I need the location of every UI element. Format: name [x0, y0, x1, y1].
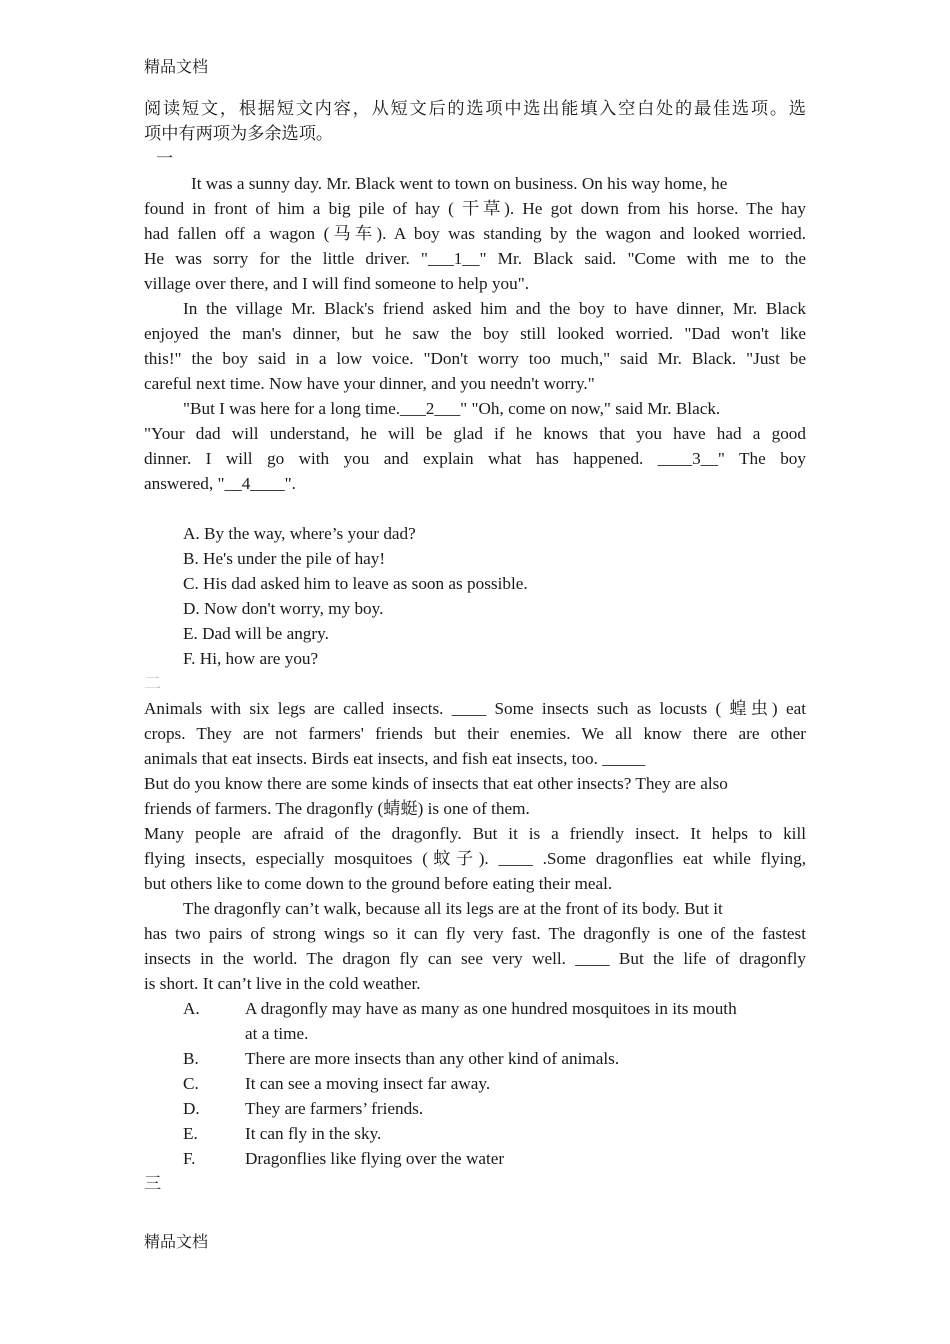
- page-footer: 精品文档: [144, 1234, 209, 1251]
- passage-line: "But I was here for a long time.___2___" "Oh, come on now," said Mr. Black.: [183, 399, 721, 418]
- section-1-label: 一: [156, 149, 174, 168]
- option-b: B. He's under the pile of hay!: [183, 549, 386, 568]
- option-d: [144, 1096, 806, 1121]
- passage-line: friends of farmers. The dragonfly (蜻蜓) is one of them.: [144, 799, 530, 818]
- passage-line: dinner. I will go with you and explain what has happened. ____3__" The boy: [144, 449, 806, 468]
- passage-line: but others like to come down to the ground before eating their meal.: [144, 874, 613, 893]
- option-letter: F.: [183, 1149, 196, 1168]
- passage-line: had fallen off a wagon (马车). A boy was standing by the wagon and looked worried.: [144, 224, 806, 243]
- passage-line: answered, "__4____".: [144, 474, 296, 493]
- passage-line: Many people are afraid of the dragonfly. But it is a friendly insect. It helps to kill: [144, 824, 806, 843]
- passage-line: Animals with six legs are called insects. ____ Some insects such as locusts ( 蝗虫) eat: [144, 699, 806, 718]
- option-c: [144, 1071, 806, 1096]
- passage-line: crops. They are not farmers' friends but their enemies. We all know there are other: [144, 724, 806, 743]
- passage-line: But do you know there are some kinds of insects that eat other insects? They are also: [144, 774, 728, 793]
- passage-line: He was sorry for the little driver. "___1__" Mr. Black said. "Come with me to the: [144, 249, 806, 268]
- option-a: A. By the way, where’s your dad?: [183, 524, 416, 543]
- option-letter-blank: [144, 1021, 245, 1046]
- passage-line: has two pairs of strong wings so it can fly very fast. The dragonfly is one of the fastest: [144, 924, 806, 943]
- passage-line: It was a sunny day. Mr. Black went to town on business. On his way home, he: [191, 174, 728, 193]
- passage-line: enjoyed the man's dinner, but he saw the boy still looked worried. "Dad won't like: [144, 324, 806, 343]
- option-letter: C.: [183, 1074, 199, 1093]
- instruction-line: 阅读短文，根据短文内容，从短文后的选项中选出能填入空白处的最佳选项。选: [144, 99, 806, 118]
- passage-line: is short. It can’t live in the cold weather.: [144, 974, 421, 993]
- option-text: at a time.: [245, 1024, 309, 1043]
- option-f: [144, 1146, 806, 1171]
- option-letter: D.: [183, 1099, 200, 1118]
- option-f: F. Hi, how are you?: [183, 649, 319, 668]
- option-text: Dragonflies like flying over the water: [245, 1149, 505, 1168]
- option-text: They are farmers’ friends.: [245, 1099, 424, 1118]
- option-a: [144, 996, 806, 1021]
- passage-line: animals that eat insects. Birds eat insects, and fish eat insects, too. _____: [144, 749, 646, 768]
- passage-line: flying insects, especially mosquitoes (蚊子). ____ .Some dragonflies eat while flying,: [144, 849, 806, 868]
- option-e: [144, 1121, 806, 1146]
- document-body: [144, 96, 806, 1196]
- option-b: [144, 1046, 806, 1071]
- option-e: E. Dad will be angry.: [183, 624, 329, 643]
- section-2-label: 二: [144, 674, 162, 693]
- passage-line: "Your dad will understand, he will be glad if he knows that you have had a good: [144, 424, 806, 443]
- option-letter: A.: [183, 999, 200, 1018]
- spacer: [144, 496, 806, 521]
- option-letter: B.: [183, 1049, 199, 1068]
- option-text: It can fly in the sky.: [245, 1124, 382, 1143]
- option-text: A dragonfly may have as many as one hundred mosquitoes in its mouth: [245, 999, 737, 1018]
- section-3-label: 三: [144, 1174, 162, 1193]
- passage-line: this!" the boy said in a low voice. "Don't worry too much," said Mr. Black. "Just be: [144, 349, 806, 368]
- option-text: There are more insects than any other kind of animals.: [245, 1049, 620, 1068]
- passage-line: careful next time. Now have your dinner, and you needn't worry.": [144, 374, 595, 393]
- passage-line: The dragonfly can’t walk, because all its legs are at the front of its body. But it: [183, 899, 723, 918]
- option-letter: E.: [183, 1124, 198, 1143]
- passage-line: insects in the world. The dragon fly can see very well. ____ But the life of dragonfly: [144, 949, 806, 968]
- passage-line: found in front of him a big pile of hay ( 干草). He got down from his horse. The hay: [144, 199, 806, 218]
- option-a-continued: [144, 1021, 806, 1046]
- option-d: D. Now don't worry, my boy.: [183, 599, 384, 618]
- option-c: C. His dad asked him to leave as soon as possible.: [183, 574, 528, 593]
- option-text: It can see a moving insect far away.: [245, 1074, 491, 1093]
- page-header: 精品文档: [144, 59, 209, 76]
- instruction-line: 项中有两项为多余选项。: [144, 124, 334, 143]
- passage-line: village over there, and I will find someone to help you".: [144, 274, 530, 293]
- passage-line: In the village Mr. Black's friend asked him and the boy to have dinner, Mr. Black: [183, 299, 806, 318]
